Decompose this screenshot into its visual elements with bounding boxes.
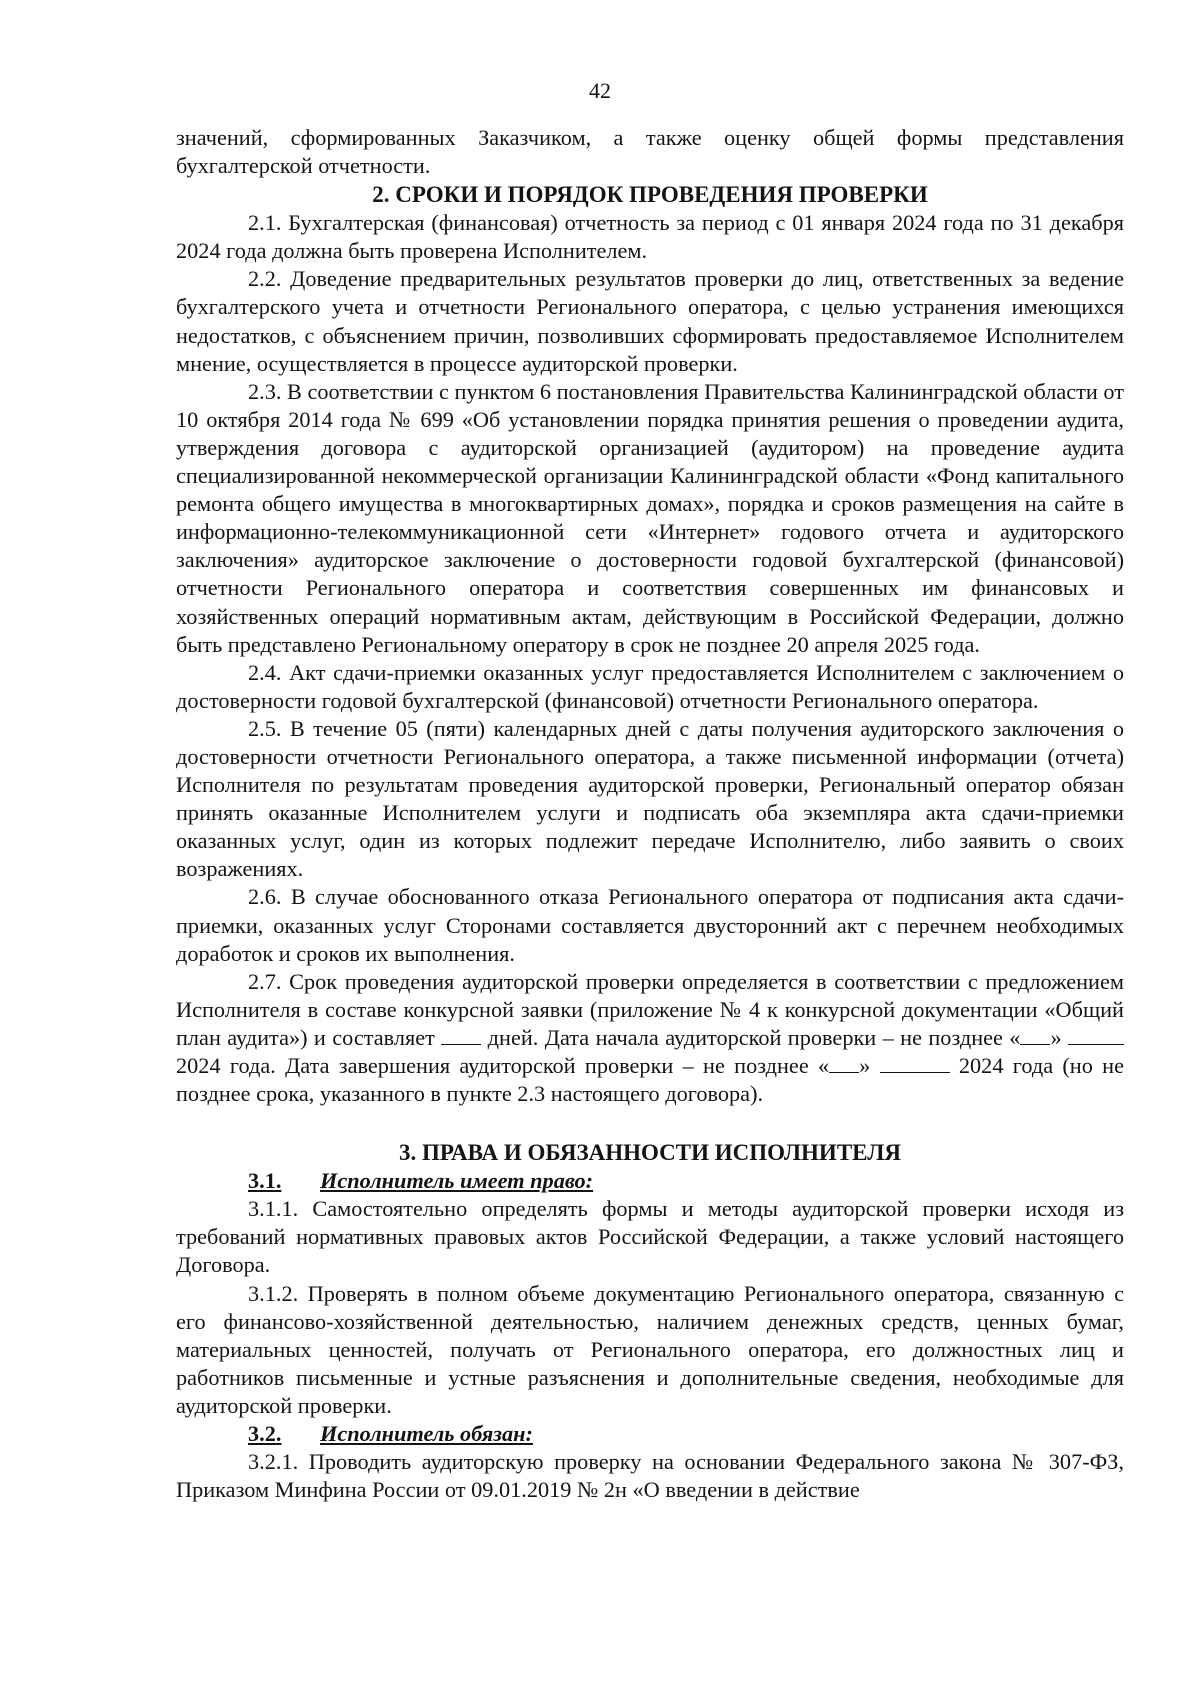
paragraph-3-1-1: 3.1.1. Самостоятельно определять формы и методы аудиторской проверки исходя из требований нормативных правовых актов Российской Федерации, а также условий настоящего Договора.	[176, 1196, 1124, 1278]
document-body	[176, 124, 1124, 1504]
p2-7-part-c: »	[1050, 1024, 1068, 1050]
section-3-title: 3. ПРАВА И ОБЯЗАННОСТИ ИСПОЛНИТЕЛЯ	[399, 1140, 901, 1166]
subsection-3-1-heading	[176, 1167, 1124, 1195]
section-2-title: 2. СРОКИ И ПОРЯДОК ПРОВЕДЕНИЯ ПРОВЕРКИ	[372, 182, 928, 208]
blank-end-day	[829, 1054, 859, 1073]
paragraph-2-5: 2.5. В течение 05 (пяти) календарных дней с даты получения аудиторского заключения о достоверности отчетности Регионального оператора, а также письменной информации (отчета) Исполнителя по результатам проведения аудиторской проверки, Региональный оператор обязан принять оказанные Исполнителем услуги и подписать оба экземпляра акта сдачи-приемки оказанных услуг, один из которых подлежит передаче Исполнителю, либо заявить о своих возражениях.	[176, 715, 1124, 882]
paragraph-2-6: 2.6. В случае обоснованного отказа Регионального оператора от подписания акта сдачи-приемки, оказанных услуг Сторонами составляется двусторонний акт с перечнем необходимых доработок и сроков их выполнения.	[176, 884, 1124, 966]
subsection-3-2-heading	[176, 1420, 1124, 1448]
p2-7-part-d: 2024 года. Дата завершения аудиторской проверки – не позднее «	[176, 1053, 830, 1078]
blank-days-field	[441, 1026, 481, 1045]
subsection-3-1-number: 3.1.	[248, 1168, 282, 1194]
p2-7-part-a: 2.7. Срок проведения аудиторской проверки определяется в соответствии с предложением Исполнителя в составе конкурсной заявки (приложение № 4 к конкурсной документации «Общий план аудита») и составляет	[176, 968, 1124, 1050]
paragraph-2-4: 2.4. Акт сдачи-приемки оказанных услуг предоставляется Исполнителем с заключением о достоверности годовой бухгалтерской (финансовой) отчетности Регионального оператора.	[176, 659, 1124, 713]
p2-7-part-f: 2024 года (но не позднее срока, указанного в пункте 2.3 настоящего договора).	[176, 1053, 1124, 1107]
intro-paragraph: значений, сформированных Заказчиком, а также оценку общей формы представления бухгалтерской отчетности.	[176, 125, 1124, 179]
blank-start-month	[1068, 1026, 1124, 1045]
subsection-3-2-text: Исполнитель обязан:	[320, 1421, 533, 1447]
paragraph-3-1-2: 3.1.2. Проверять в полном объеме документацию Регионального оператора, связанную с его финансово-хозяйственной деятельностью, наличием денежных средств, ценных бумаг, материальных ценностей, получать от Регионального оператора, его должностных лиц и работников письменные и устные разъяснения и дополнительные сведения, необходимые для аудиторской проверки.	[176, 1280, 1124, 1418]
blank-end-month	[880, 1054, 950, 1073]
p2-7-part-e: »	[859, 1053, 880, 1078]
paragraph-3-2-1: 3.2.1. Проводить аудиторскую проверку на основании Федерального закона № 307-ФЗ, Приказом Минфина России от 09.01.2019 № 2н «О введении в действие	[176, 1449, 1124, 1503]
paragraph-2-2: 2.2. Доведение предварительных результатов проверки до лиц, ответственных за ведение бухгалтерского учета и отчетности Регионального оператора, с целью устранения имеющихся недостатков, с объяснением причин, позволивших сформировать предоставляемое Исполнителем мнение, осуществляется в процессе аудиторской проверки.	[176, 266, 1124, 376]
paragraph-2-1: 2.1. Бухгалтерская (финансовая) отчетность за период с 01 января 2024 года по 31 декабря 2024 года должна быть проверена Исполнителем.	[176, 210, 1124, 264]
page-number: 42	[589, 78, 611, 103]
p2-7-part-b: дней. Дата начала аудиторской проверки – не позднее «	[481, 1024, 1021, 1050]
paragraph-2-3: 2.3. В соответствии с пунктом 6 постановления Правительства Калининградской области от 10 октября 2014 года № 699 «Об установлении порядка принятия решения о проведении аудита, утверждения договора с аудиторской организацией (аудитором) на проведение аудита специализированной некоммерческой организации Калининградской области «Фонд капитального ремонта общего имущества в многоквартирных домах», порядка и сроков размещения на сайте в информационно-телекоммуникационной сети «Интернет» годового отчета и аудиторского заключения» аудиторское заключение о достоверности годовой бухгалтерской (финансовой) отчетности Регионального оператора и соответствия совершенных им финансовых и хозяйственных операций нормативным актам, действующим в Российской Федерации, должно быть представлено Региональному оператору в срок не позднее 20 апреля 2025 года.	[176, 378, 1125, 657]
paragraph-2-7	[176, 968, 1124, 1108]
blank-start-day	[1020, 1026, 1050, 1045]
subsection-3-2-number: 3.2.	[248, 1421, 282, 1447]
subsection-3-1-text: Исполнитель имеет право:	[320, 1168, 594, 1194]
